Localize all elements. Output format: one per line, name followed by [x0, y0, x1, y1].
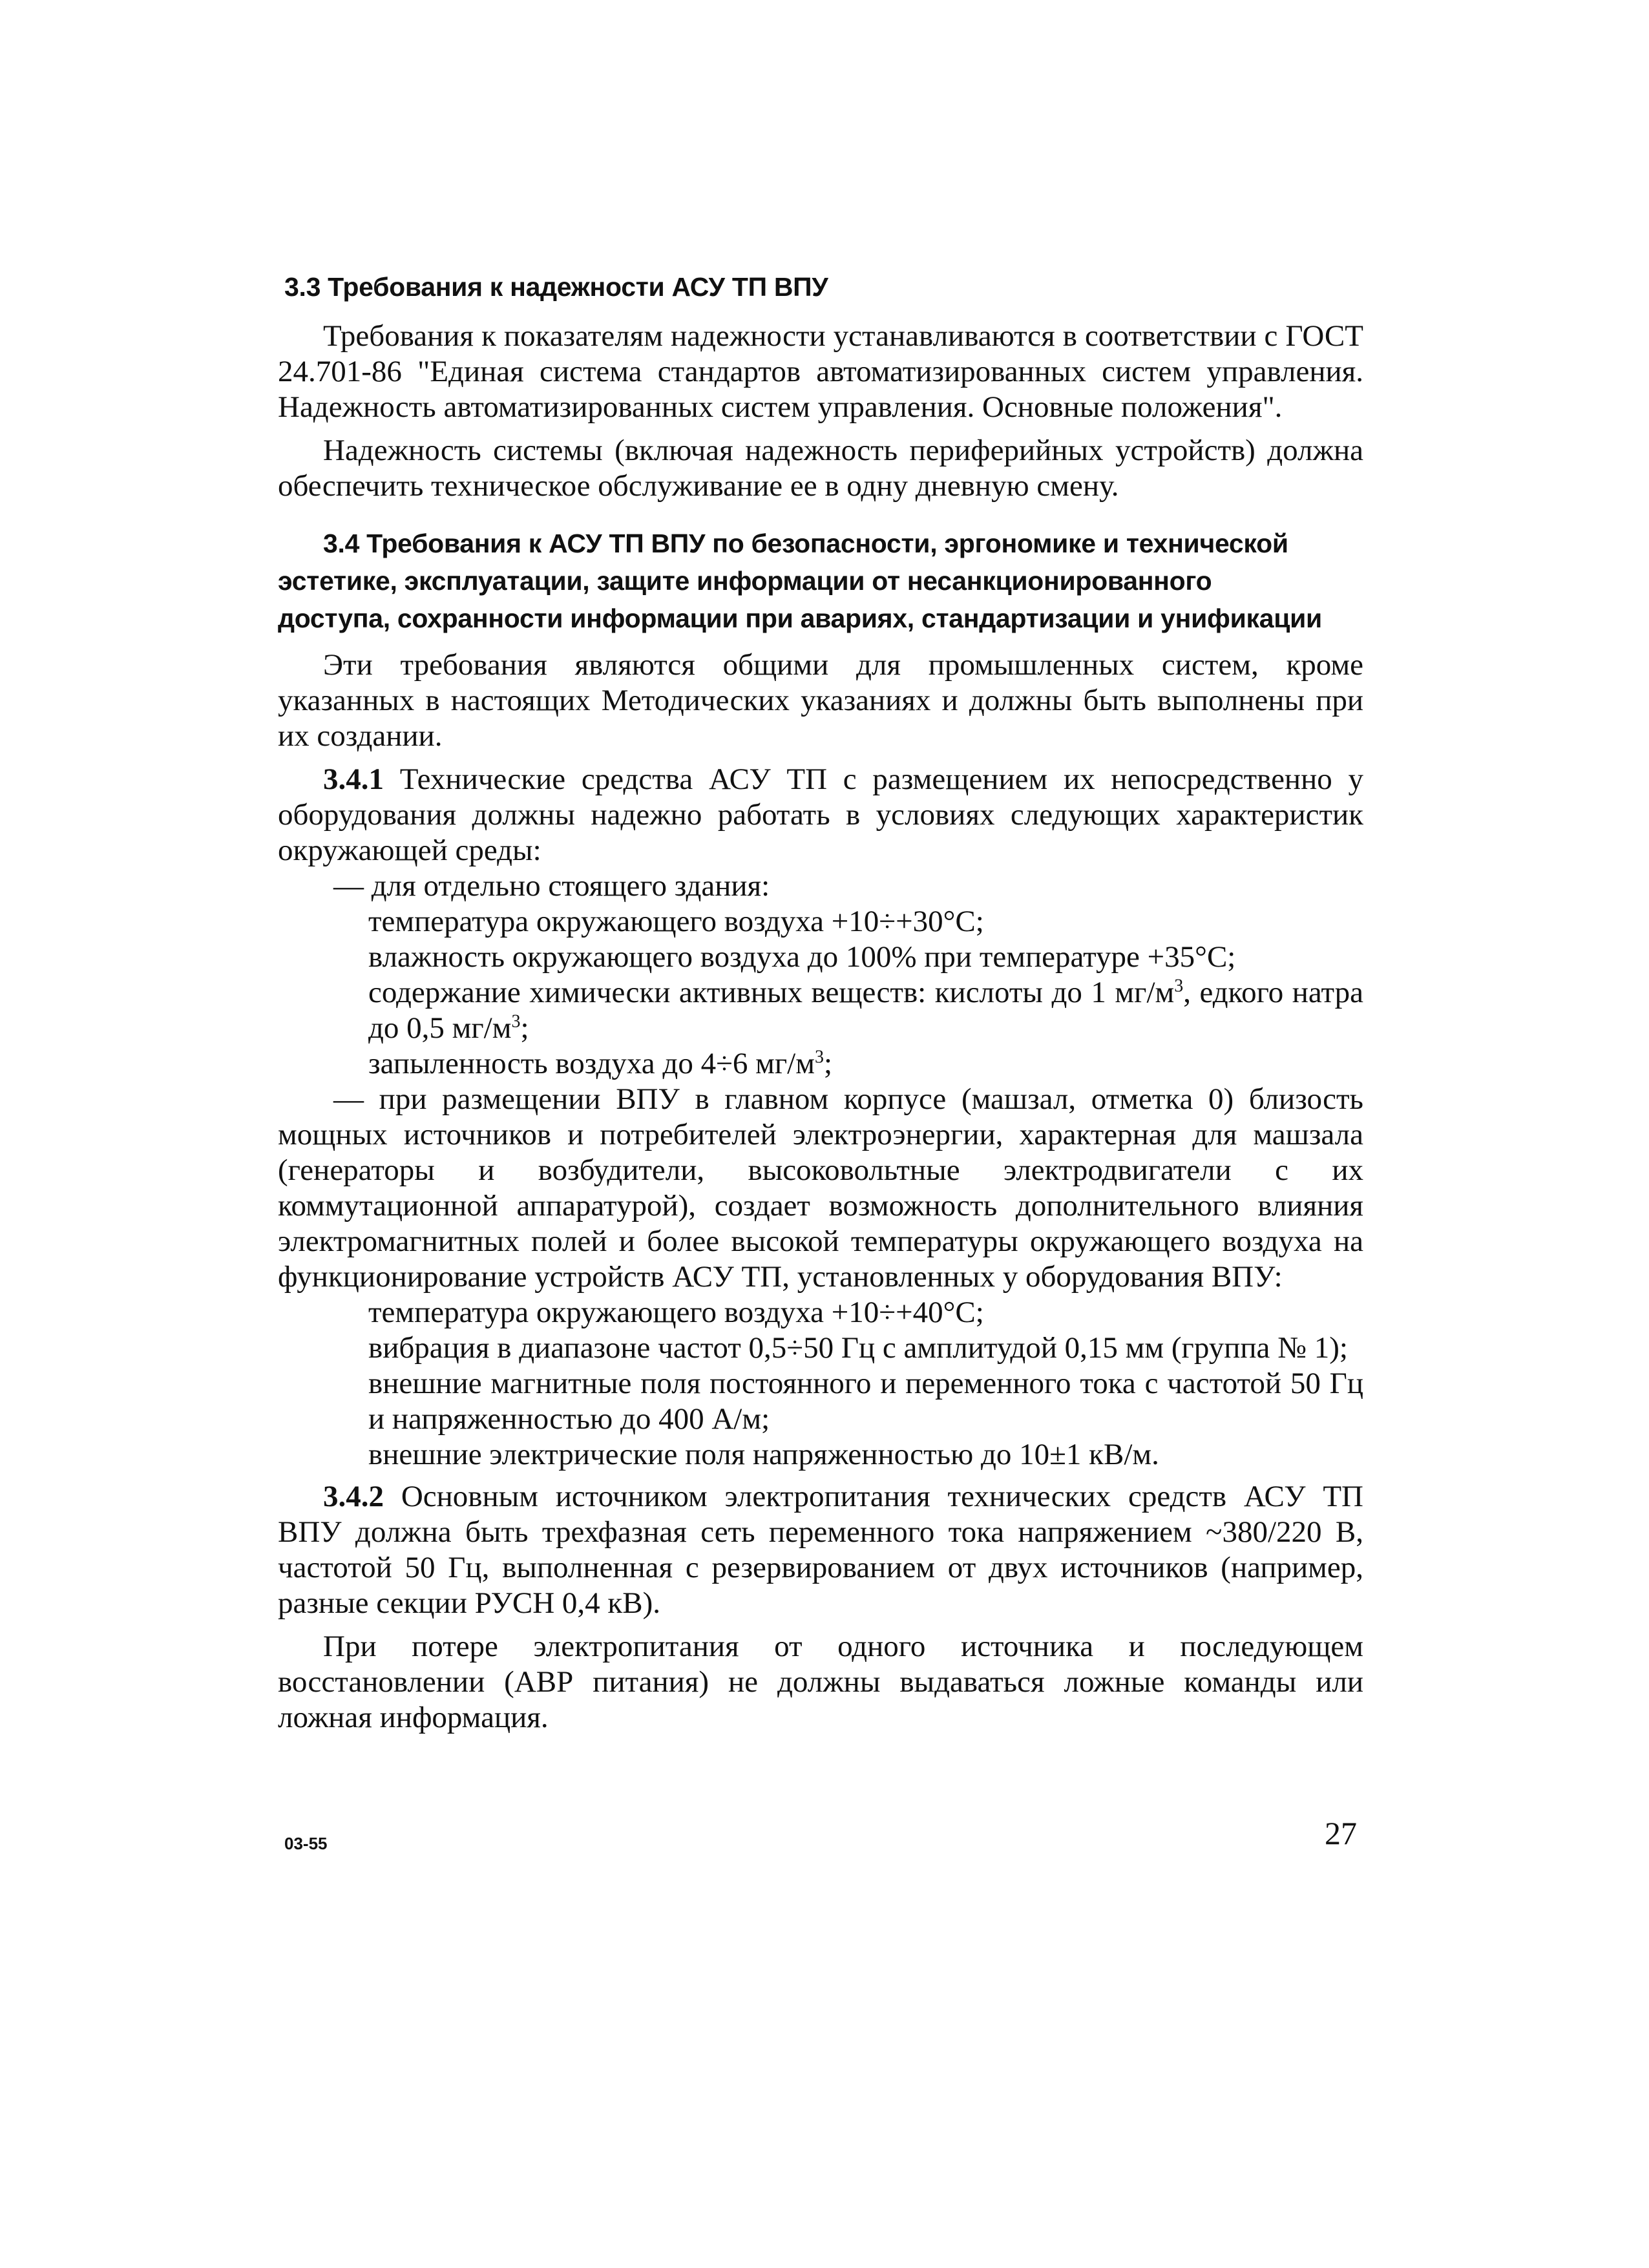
- case-standalone-temperature: температура окружающего воздуха +10÷+30°С;: [368, 905, 984, 938]
- item-3-4-1-paragraph: [278, 762, 1363, 868]
- chemicals-text-c: ;: [520, 1011, 529, 1045]
- case-standalone-chemicals: [368, 975, 1363, 1046]
- section-3-4-heading-line-3: доступа, сохранности информации при авариях, стандартизации и унификации: [278, 604, 1322, 633]
- case-main-building-vibration: вибрация в диапазоне частот 0,5÷50 Гц с амплитудой 0,15 мм (группа № 1);: [368, 1331, 1348, 1365]
- item-3-4-2-text: Основным источником электропитания технических средств АСУ ТП ВПУ должна быть трехфазная сеть переменного тока напряжением ~380/220 В, частотой 50 Гц, выполненная с резервированием от двух источников (например, разные секции РУСН 0,4 кВ).: [278, 1480, 1363, 1620]
- page-number: 27: [1325, 1815, 1357, 1851]
- chemicals-sup-2: 3: [511, 1011, 521, 1032]
- section-3-4-heading-line-1: 3.4 Требования к АСУ ТП ВПУ по безопасности, эргономике и технической: [323, 529, 1288, 558]
- case-main-building-label: — при размещении ВПУ в главном корпусе (машзал, отметка 0) близость мощных источников и потребителей электроэнергии, характерная для машзала (генераторы и возбудители, высоковольтные электродвигатели с их коммутационной аппаратурой), создает возможность дополнительного влияния электромагнитных полей и более высокой температуры окружающего воздуха на функционирование устройств АСУ ТП, установленных у оборудования ВПУ:: [278, 1082, 1363, 1294]
- item-3-4-2-paragraph: [278, 1479, 1363, 1621]
- case-main-building-electric: внешние электрические поля напряженностью до 10±1 кВ/м.: [368, 1438, 1159, 1471]
- item-3-4-1-text: Технические средства АСУ ТП с размещением их непосредственно у оборудования должны надежно работать в условиях следующих характеристик окружающей среды:: [278, 762, 1363, 867]
- item-3-4-2-number: 3.4.2: [323, 1480, 384, 1513]
- case-standalone-humidity: влажность окружающего воздуха до 100% при температуре +35°С;: [368, 940, 1236, 974]
- case-main-building-magnetic: внешние магнитные поля постоянного и переменного тока с частотой 50 Гц и напряженностью до 400 А/м;: [368, 1367, 1363, 1436]
- item-3-4-1-number: 3.4.1: [323, 762, 384, 796]
- case-main-building-temperature: температура окружающего воздуха +10÷+40°С;: [368, 1296, 984, 1329]
- page-content: [278, 268, 1363, 1743]
- section-3-4-intro: Эти требования являются общими для промышленных систем, кроме указанных в настоящих Методических указаниях и должны быть выполнены при их создании.: [278, 648, 1363, 753]
- section-3-3-paragraph-1: Требования к показателям надежности устанавливаются в соответствии с ГОСТ 24.701-86 "Единая система стандартов автоматизированных систем управления. Надежность автоматизированных систем управления. Основные положения".: [278, 319, 1363, 424]
- section-3-4-heading-line-2: эстетике, эксплуатации, защите информации от несанкционированного: [278, 566, 1212, 596]
- dust-sup: 3: [814, 1047, 824, 1067]
- chemicals-sup-1: 3: [1174, 976, 1184, 996]
- chemicals-text-b: , едкого натра до 0,5 мг/м: [368, 976, 1364, 1045]
- section-3-4-heading: [278, 525, 1363, 637]
- dust-text-b: ;: [823, 1047, 832, 1080]
- section-3-3-paragraph-2: Надежность системы (включая надежность периферийных устройств) должна обеспечить техническое обслуживание ее в одну дневную смену.: [278, 434, 1363, 503]
- footer-code: 03-55: [284, 1834, 328, 1853]
- chemicals-text-a: содержание химически активных веществ: кислоты до 1 мг/м: [368, 976, 1175, 1009]
- case-standalone-dust: [368, 1046, 1363, 1082]
- dust-text-a: запыленность воздуха до 4÷6 мг/м: [368, 1047, 815, 1080]
- case-standalone-label: — для отдельно стоящего здания:: [333, 869, 770, 903]
- section-3-3-heading: 3.3 Требования к надежности АСУ ТП ВПУ: [284, 272, 828, 302]
- item-3-4-2-paragraph-2: При потере электропитания от одного источника и последующем восстановлении (АВР питания) не должны выдаваться ложные команды или ложная информация.: [278, 1630, 1363, 1734]
